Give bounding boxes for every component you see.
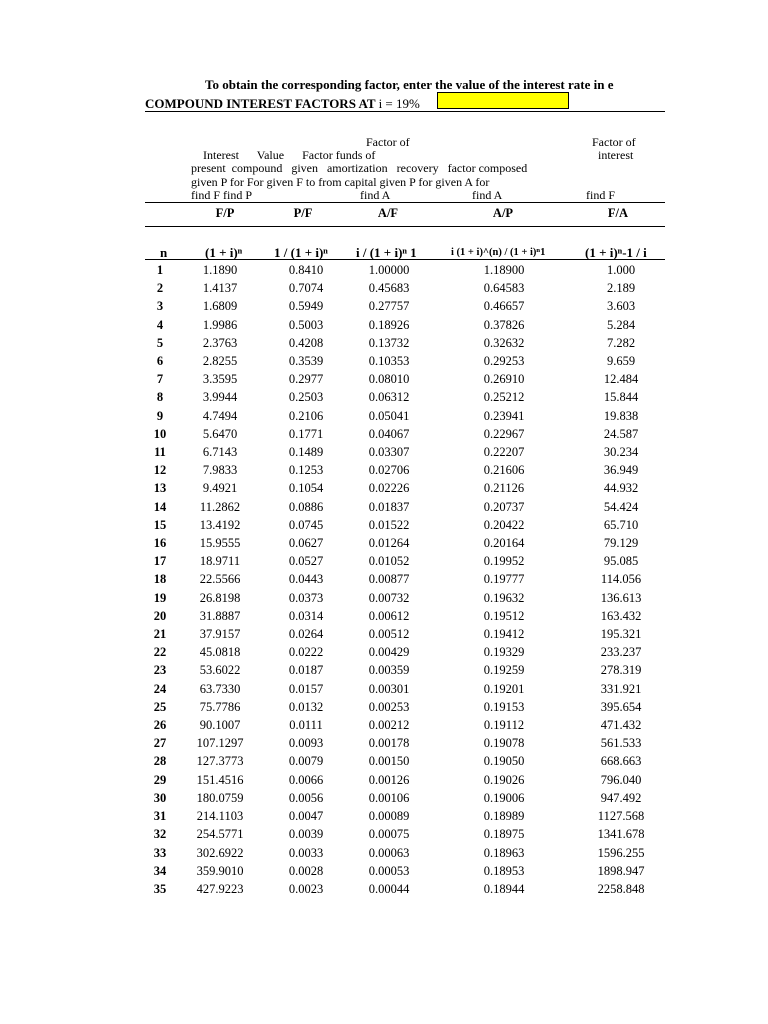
period-n-cell: 15 bbox=[153, 517, 167, 532]
fp-value-cell: 5.6470 bbox=[202, 426, 238, 441]
fp-value-cell: 302.6922 bbox=[196, 845, 244, 860]
period-n-cell: 3 bbox=[156, 299, 164, 314]
header-line-2: present compound given amortization recovery factor composed bbox=[191, 161, 528, 175]
period-n-cell: 22 bbox=[153, 645, 167, 660]
ap-value-cell: 0.37826 bbox=[483, 317, 525, 332]
table-row bbox=[145, 443, 665, 461]
period-n-cell: 26 bbox=[153, 718, 167, 733]
fa-value-cell: 19.838 bbox=[603, 408, 639, 423]
period-n-cell: 27 bbox=[153, 736, 167, 751]
period-n-cell: 19 bbox=[153, 590, 167, 605]
pf-value-cell: 0.0157 bbox=[288, 681, 324, 696]
table-row bbox=[145, 352, 665, 370]
table-row bbox=[145, 461, 665, 479]
pf-value-cell: 0.2977 bbox=[288, 372, 324, 387]
ap-value-cell: 0.20737 bbox=[483, 499, 525, 514]
ap-value-cell: 0.18953 bbox=[483, 863, 525, 878]
pf-value-cell: 0.0111 bbox=[289, 718, 323, 733]
fp-value-cell: 2.8255 bbox=[202, 354, 238, 369]
fa-value-cell: 1898.947 bbox=[597, 863, 645, 878]
ap-value-cell: 0.18989 bbox=[483, 809, 525, 824]
fa-value-cell: 136.613 bbox=[600, 590, 642, 605]
fp-value-cell: 2.3763 bbox=[202, 335, 238, 350]
table-row bbox=[145, 279, 665, 297]
table-row bbox=[145, 734, 665, 752]
ap-value-cell: 0.46657 bbox=[483, 299, 525, 314]
pf-value-cell: 0.3539 bbox=[288, 354, 324, 369]
table-row bbox=[145, 370, 665, 388]
table-row bbox=[145, 880, 665, 898]
fa-value-cell: 9.659 bbox=[606, 354, 636, 369]
af-value-cell: 0.00212 bbox=[368, 718, 410, 733]
pf-value-cell: 0.0132 bbox=[288, 699, 324, 714]
ap-value-cell: 0.32632 bbox=[483, 335, 525, 350]
af-value-cell: 0.05041 bbox=[368, 408, 410, 423]
fa-value-cell: 561.533 bbox=[600, 736, 642, 751]
table-row bbox=[145, 425, 665, 443]
ap-value-cell: 0.19632 bbox=[483, 590, 525, 605]
period-n-cell: 25 bbox=[153, 699, 167, 714]
interest-rate-input-cell[interactable] bbox=[437, 92, 569, 109]
pf-value-cell: 0.1054 bbox=[288, 481, 324, 496]
table-row bbox=[145, 844, 665, 862]
pf-value-cell: 0.0373 bbox=[288, 590, 324, 605]
header-line-4d: find F bbox=[586, 188, 616, 202]
fa-value-cell: 114.056 bbox=[600, 572, 642, 587]
pf-value-cell: 0.8410 bbox=[288, 263, 324, 277]
period-n-cell: 13 bbox=[153, 481, 167, 496]
fp-value-cell: 107.1297 bbox=[196, 736, 244, 751]
fp-value-cell: 427.9223 bbox=[196, 881, 244, 896]
fa-value-cell: 3.603 bbox=[606, 299, 636, 314]
pf-value-cell: 0.0066 bbox=[288, 772, 324, 787]
af-value-cell: 0.10353 bbox=[368, 354, 410, 369]
ap-value-cell: 0.18944 bbox=[483, 881, 525, 896]
period-n-cell: 16 bbox=[153, 536, 167, 551]
header-line-1: Interest Value Factor funds of bbox=[203, 148, 376, 162]
af-value-cell: 0.00075 bbox=[368, 827, 410, 842]
fp-value-cell: 1.1890 bbox=[202, 263, 238, 277]
table-row bbox=[145, 498, 665, 516]
period-n-cell: 8 bbox=[156, 390, 164, 405]
ap-value-cell: 0.19329 bbox=[483, 645, 525, 660]
table-row bbox=[145, 407, 665, 425]
af-value-cell: 0.00178 bbox=[368, 736, 410, 751]
formula-header-af: i / (1 + i)ⁿ 1 bbox=[356, 245, 417, 260]
ap-value-cell: 0.19777 bbox=[483, 572, 525, 587]
table-row bbox=[145, 297, 665, 315]
pf-value-cell: 0.0222 bbox=[288, 645, 324, 660]
fa-value-cell: 30.234 bbox=[603, 445, 639, 460]
fa-value-cell: 1127.568 bbox=[597, 809, 645, 824]
fp-value-cell: 359.9010 bbox=[196, 863, 244, 878]
header-line-1-right: interest bbox=[598, 148, 634, 162]
pf-value-cell: 0.0093 bbox=[288, 736, 324, 751]
fa-value-cell: 65.710 bbox=[603, 517, 639, 532]
af-value-cell: 0.00253 bbox=[368, 699, 410, 714]
fa-value-cell: 12.484 bbox=[603, 372, 639, 387]
table-row bbox=[145, 261, 665, 279]
title-label: COMPOUND INTEREST FACTORS AT bbox=[145, 96, 376, 111]
period-n-cell: 17 bbox=[153, 554, 167, 569]
period-n-cell: 35 bbox=[153, 881, 167, 896]
ap-value-cell: 0.19078 bbox=[483, 736, 525, 751]
af-value-cell: 0.00044 bbox=[368, 881, 410, 896]
pf-value-cell: 0.5003 bbox=[288, 317, 324, 332]
fp-value-cell: 151.4516 bbox=[196, 772, 244, 787]
factor-tag-ap: A/P bbox=[492, 206, 514, 220]
formula-header-fp: (1 + i)ⁿ bbox=[205, 245, 243, 260]
period-n-cell: 18 bbox=[153, 572, 167, 587]
af-value-cell: 0.06312 bbox=[368, 390, 410, 405]
fp-value-cell: 180.0759 bbox=[196, 790, 244, 805]
fp-value-cell: 31.8887 bbox=[199, 608, 241, 623]
period-n-cell: 7 bbox=[156, 372, 164, 387]
period-n-cell: 23 bbox=[153, 663, 167, 678]
factor-tag-fp: F/P bbox=[215, 206, 235, 220]
pf-value-cell: 0.4208 bbox=[288, 335, 324, 350]
fp-value-cell: 22.5566 bbox=[199, 572, 241, 587]
ap-value-cell: 0.29253 bbox=[483, 354, 525, 369]
factor-tag-af: A/F bbox=[377, 206, 399, 220]
period-n-cell: 24 bbox=[153, 681, 167, 696]
fp-value-cell: 75.7786 bbox=[199, 699, 241, 714]
formula-header-ap: i (1 + i)^(n) / (1 + i)ⁿ1 bbox=[451, 247, 546, 258]
period-n-cell: 34 bbox=[153, 863, 167, 878]
fp-value-cell: 1.9986 bbox=[202, 317, 238, 332]
af-value-cell: 0.00732 bbox=[368, 590, 410, 605]
af-value-cell: 0.02226 bbox=[368, 481, 410, 496]
header-line-4a: find F find P bbox=[191, 188, 253, 202]
period-n-cell: 9 bbox=[156, 408, 164, 423]
fa-value-cell: 36.949 bbox=[603, 463, 639, 478]
fa-value-cell: 331.921 bbox=[600, 681, 642, 696]
title-underline bbox=[145, 111, 665, 112]
pf-value-cell: 0.0023 bbox=[288, 881, 324, 896]
fp-value-cell: 53.6022 bbox=[199, 663, 241, 678]
ap-value-cell: 0.20164 bbox=[483, 536, 525, 551]
fp-value-cell: 214.1103 bbox=[196, 809, 244, 824]
fp-value-cell: 1.4137 bbox=[202, 281, 238, 296]
fp-value-cell: 254.5771 bbox=[196, 827, 244, 842]
ap-value-cell: 0.19512 bbox=[483, 608, 525, 623]
af-value-cell: 0.08010 bbox=[368, 372, 410, 387]
fa-value-cell: 44.932 bbox=[603, 481, 639, 496]
fp-value-cell: 127.3773 bbox=[196, 754, 244, 769]
af-value-cell: 0.01837 bbox=[368, 499, 410, 514]
period-n-cell: 28 bbox=[153, 754, 167, 769]
ap-value-cell: 0.19050 bbox=[483, 754, 525, 769]
table-row bbox=[145, 825, 665, 843]
af-value-cell: 1.00000 bbox=[368, 263, 410, 277]
pf-value-cell: 0.0047 bbox=[288, 809, 324, 824]
af-value-cell: 0.03307 bbox=[368, 445, 410, 460]
fa-value-cell: 947.492 bbox=[600, 790, 642, 805]
ap-value-cell: 0.23941 bbox=[483, 408, 525, 423]
fp-value-cell: 1.6809 bbox=[202, 299, 238, 314]
header-line-4c: find A bbox=[472, 188, 503, 202]
ap-value-cell: 0.19153 bbox=[483, 699, 525, 714]
af-value-cell: 0.45683 bbox=[368, 281, 410, 296]
period-n-cell: 12 bbox=[153, 463, 167, 478]
pf-value-cell: 0.0886 bbox=[288, 499, 324, 514]
ap-value-cell: 0.22207 bbox=[483, 445, 525, 460]
header-factor-of-right: Factor of bbox=[592, 135, 636, 149]
table-row bbox=[145, 716, 665, 734]
pf-value-cell: 0.0443 bbox=[288, 572, 324, 587]
factor-tag-fa: F/A bbox=[607, 206, 629, 220]
fp-value-cell: 11.2862 bbox=[199, 499, 241, 514]
af-value-cell: 0.02706 bbox=[368, 463, 410, 478]
af-value-cell: 0.00063 bbox=[368, 845, 410, 860]
header-factor-of-left: Factor of bbox=[366, 135, 410, 149]
ap-value-cell: 0.19006 bbox=[483, 790, 525, 805]
period-n-cell: 30 bbox=[153, 790, 167, 805]
ap-value-cell: 0.64583 bbox=[483, 281, 525, 296]
period-n-cell: 20 bbox=[153, 608, 167, 623]
period-n-cell: 11 bbox=[154, 445, 166, 460]
ap-value-cell: 0.21606 bbox=[483, 463, 525, 478]
period-n-cell: 33 bbox=[153, 845, 167, 860]
af-value-cell: 0.13732 bbox=[368, 335, 410, 350]
fa-value-cell: 278.319 bbox=[600, 663, 642, 678]
table-row bbox=[145, 552, 665, 570]
fp-value-cell: 90.1007 bbox=[199, 718, 241, 733]
table-row bbox=[145, 516, 665, 534]
af-value-cell: 0.00089 bbox=[368, 809, 410, 824]
ap-value-cell: 0.26910 bbox=[483, 372, 525, 387]
fa-value-cell: 54.424 bbox=[603, 499, 639, 514]
table-row bbox=[145, 334, 665, 352]
formula-header-fa: (1 + i)ⁿ-1 / i bbox=[585, 245, 647, 260]
header-divider bbox=[145, 202, 665, 203]
af-value-cell: 0.04067 bbox=[368, 426, 410, 441]
instruction-text: To obtain the corresponding factor, enter the value of the interest rate in e bbox=[205, 77, 614, 92]
af-value-cell: 0.00429 bbox=[368, 645, 410, 660]
pf-value-cell: 0.2106 bbox=[288, 408, 324, 423]
ap-value-cell: 0.18975 bbox=[483, 827, 525, 842]
fp-value-cell: 37.9157 bbox=[199, 627, 241, 642]
fa-value-cell: 233.237 bbox=[600, 645, 642, 660]
fa-value-cell: 796.040 bbox=[600, 772, 642, 787]
af-value-cell: 0.00126 bbox=[368, 772, 410, 787]
table-row bbox=[145, 534, 665, 552]
pf-value-cell: 0.0079 bbox=[288, 754, 324, 769]
ap-value-cell: 0.19412 bbox=[483, 627, 525, 642]
factor-tag-pf: P/F bbox=[293, 206, 313, 220]
ap-value-cell: 0.21126 bbox=[483, 481, 525, 496]
pf-value-cell: 0.1489 bbox=[288, 445, 324, 460]
fa-value-cell: 1.000 bbox=[606, 263, 636, 277]
pf-value-cell: 0.2503 bbox=[288, 390, 324, 405]
pf-value-cell: 0.1771 bbox=[288, 426, 324, 441]
fa-value-cell: 24.587 bbox=[603, 426, 639, 441]
ap-value-cell: 0.25212 bbox=[483, 390, 525, 405]
page-title bbox=[145, 96, 420, 112]
table-row bbox=[145, 570, 665, 588]
ap-value-cell: 1.18900 bbox=[483, 263, 525, 277]
fa-value-cell: 668.663 bbox=[600, 754, 642, 769]
table-row bbox=[145, 316, 665, 334]
fa-value-cell: 1341.678 bbox=[597, 827, 645, 842]
fp-value-cell: 4.7494 bbox=[202, 408, 238, 423]
fp-value-cell: 18.9711 bbox=[199, 554, 241, 569]
fp-value-cell: 63.7330 bbox=[199, 681, 241, 696]
pf-value-cell: 0.0039 bbox=[288, 827, 324, 842]
table-row bbox=[145, 479, 665, 497]
fp-value-cell: 45.0818 bbox=[199, 645, 241, 660]
ap-value-cell: 0.19112 bbox=[483, 718, 525, 733]
table-row bbox=[145, 680, 665, 698]
period-n-cell: 29 bbox=[153, 772, 167, 787]
table-row bbox=[145, 643, 665, 661]
fa-value-cell: 2.189 bbox=[606, 281, 636, 296]
ap-value-cell: 0.19259 bbox=[483, 663, 525, 678]
pf-value-cell: 0.7074 bbox=[288, 281, 324, 296]
af-value-cell: 0.01264 bbox=[368, 536, 410, 551]
pf-value-cell: 0.0627 bbox=[288, 536, 324, 551]
ap-value-cell: 0.19026 bbox=[483, 772, 525, 787]
table-row bbox=[145, 789, 665, 807]
period-n-cell: 5 bbox=[156, 335, 164, 350]
pf-value-cell: 0.0264 bbox=[288, 627, 324, 642]
ap-value-cell: 0.19201 bbox=[483, 681, 525, 696]
formula-header-n: n bbox=[160, 245, 168, 260]
period-n-cell: 32 bbox=[153, 827, 167, 842]
header-line-3: given P for For given F to from capital given P for given A for bbox=[191, 175, 490, 189]
pf-value-cell: 0.5949 bbox=[288, 299, 324, 314]
af-value-cell: 0.00359 bbox=[368, 663, 410, 678]
pf-value-cell: 0.0527 bbox=[288, 554, 324, 569]
pf-value-cell: 0.0028 bbox=[288, 863, 324, 878]
af-value-cell: 0.27757 bbox=[368, 299, 410, 314]
fp-value-cell: 3.9944 bbox=[202, 390, 238, 405]
fp-value-cell: 7.9833 bbox=[202, 463, 238, 478]
tags-underline bbox=[145, 226, 665, 227]
ap-value-cell: 0.18963 bbox=[483, 845, 525, 860]
pf-value-cell: 0.1253 bbox=[288, 463, 324, 478]
af-value-cell: 0.00106 bbox=[368, 790, 410, 805]
table-row bbox=[145, 589, 665, 607]
fp-value-cell: 9.4921 bbox=[202, 481, 238, 496]
af-value-cell: 0.18926 bbox=[368, 317, 410, 332]
table-row bbox=[145, 698, 665, 716]
period-n-cell: 4 bbox=[156, 317, 164, 332]
table-row bbox=[145, 607, 665, 625]
fa-value-cell: 471.432 bbox=[600, 718, 642, 733]
pf-value-cell: 0.0314 bbox=[288, 608, 324, 623]
af-value-cell: 0.00053 bbox=[368, 863, 410, 878]
fa-value-cell: 15.844 bbox=[603, 390, 639, 405]
fa-value-cell: 163.432 bbox=[600, 608, 642, 623]
ap-value-cell: 0.22967 bbox=[483, 426, 525, 441]
pf-value-cell: 0.0033 bbox=[288, 845, 324, 860]
pf-value-cell: 0.0187 bbox=[288, 663, 324, 678]
table-row bbox=[145, 752, 665, 770]
period-n-cell: 2 bbox=[156, 281, 164, 296]
table-row bbox=[145, 388, 665, 406]
fa-value-cell: 395.654 bbox=[600, 699, 642, 714]
formula-header-pf: 1 / (1 + i)ⁿ bbox=[274, 245, 328, 260]
header-line-4b: find A bbox=[360, 188, 391, 202]
af-value-cell: 0.00150 bbox=[368, 754, 410, 769]
fa-value-cell: 1596.255 bbox=[597, 845, 645, 860]
period-n-cell: 31 bbox=[153, 809, 167, 824]
fa-value-cell: 195.321 bbox=[600, 627, 642, 642]
table-row bbox=[145, 771, 665, 789]
period-n-cell: 1 bbox=[156, 263, 164, 277]
pf-value-cell: 0.0056 bbox=[288, 790, 324, 805]
period-n-cell: 14 bbox=[153, 499, 167, 514]
fp-value-cell: 3.3595 bbox=[202, 372, 238, 387]
af-value-cell: 0.00877 bbox=[368, 572, 410, 587]
fa-value-cell: 79.129 bbox=[603, 536, 639, 551]
af-value-cell: 0.00612 bbox=[368, 608, 410, 623]
period-n-cell: 10 bbox=[153, 426, 167, 441]
formula-underline bbox=[145, 259, 665, 260]
fp-value-cell: 13.4192 bbox=[199, 517, 241, 532]
factor-table bbox=[145, 261, 665, 898]
table-row bbox=[145, 625, 665, 643]
ap-value-cell: 0.20422 bbox=[483, 517, 525, 532]
fa-value-cell: 95.085 bbox=[603, 554, 639, 569]
period-n-cell: 6 bbox=[156, 354, 164, 369]
interest-rate-text: i = 19% bbox=[378, 96, 420, 111]
af-value-cell: 0.00301 bbox=[368, 681, 410, 696]
af-value-cell: 0.00512 bbox=[368, 627, 410, 642]
af-value-cell: 0.01522 bbox=[368, 517, 410, 532]
fa-value-cell: 7.282 bbox=[606, 335, 636, 350]
fp-value-cell: 26.8198 bbox=[199, 590, 241, 605]
fa-value-cell: 2258.848 bbox=[597, 881, 645, 896]
fp-value-cell: 15.9555 bbox=[199, 536, 241, 551]
ap-value-cell: 0.19952 bbox=[483, 554, 525, 569]
fa-value-cell: 5.284 bbox=[606, 317, 636, 332]
table-row bbox=[145, 661, 665, 679]
table-row bbox=[145, 862, 665, 880]
pf-value-cell: 0.0745 bbox=[288, 517, 324, 532]
fp-value-cell: 6.7143 bbox=[202, 445, 238, 460]
af-value-cell: 0.01052 bbox=[368, 554, 410, 569]
table-row bbox=[145, 807, 665, 825]
period-n-cell: 21 bbox=[153, 627, 167, 642]
